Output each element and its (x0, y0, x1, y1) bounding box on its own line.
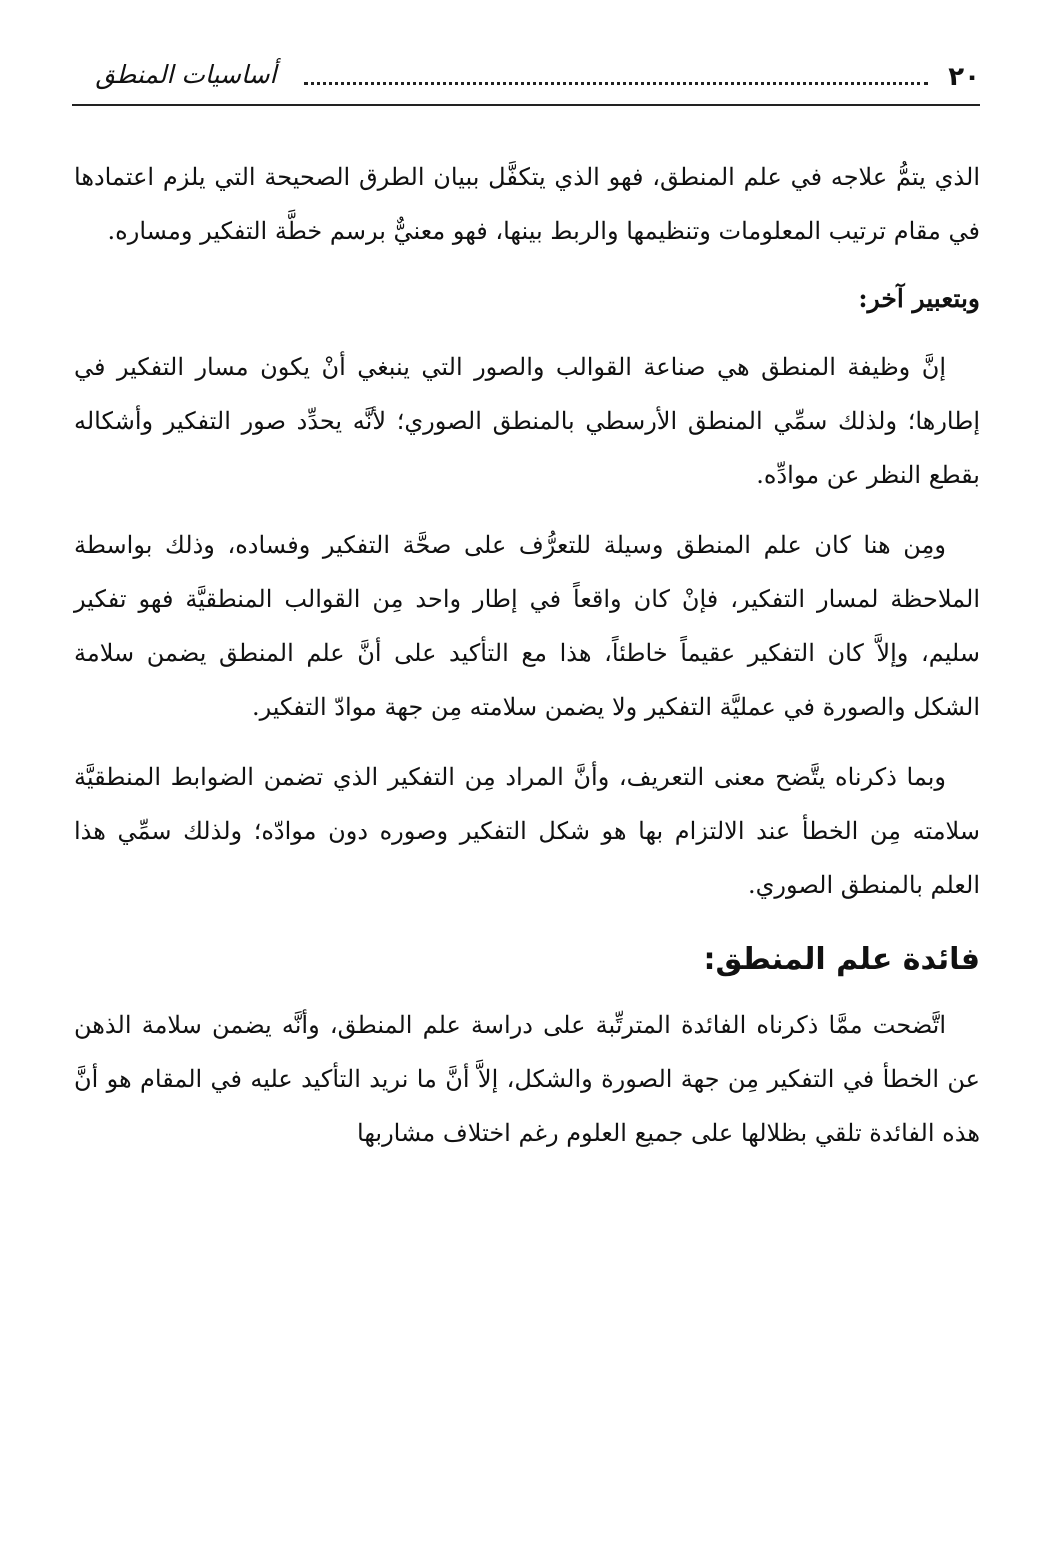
running-header (72, 52, 980, 108)
section-heading: فائدة علم المنطق: (703, 942, 980, 977)
page-number: ٢٠ (948, 62, 980, 92)
paragraph-continuation: الذي يتمُّ علاجه في علم المنطق، فهو الذي يتكفَّل ببيان الطرق الصحيحة التي يلزم اعتمادها في مقام ترتيب المعلومات وتنظيمها والربط بينها، فهو معنيٌّ برسم خطَّة التفكير ومساره. (74, 163, 980, 245)
subheading: وبتعبير آخر: (858, 284, 980, 313)
paragraph: ومِن هنا كان علم المنطق وسيلة للتعرُّف على صحَّة التفكير وفساده، وذلك بواسطة الملاحظة لمسار التفكير، فإنْ كان واقعاً في إطار واحد مِن القوالب المنطقيَّة فهو تفكير سليم، وإلاَّ كان التفكير عقيماً خاطئاً، هذا مع التأكيد على أنَّ علم المنطق يضمن سلامة الشكل والصورة في عمليَّة التفكير ولا يضمن سلامته مِن جهة موادّ التفكير. (74, 531, 980, 721)
paragraph: إنَّ وظيفة المنطق هي صناعة القوالب والصور التي ينبغي أنْ يكون مسار التفكير في إطارها؛ ولذلك سمِّي المنطق الأرسطي بالمنطق الصوري؛ لأنَّه يحدِّد صور التفكير وأشكاله بقطع النظر عن موادِّه. (74, 353, 980, 489)
page-body (74, 150, 980, 1160)
header-dot-leader (304, 82, 928, 85)
paragraph: اتَّضحت ممَّا ذكرناه الفائدة المترتِّبة على دراسة علم المنطق، وأنَّه يضمن سلامة الذهن عن الخطأ في التفكير مِن جهة الصورة والشكل، إلاَّ أنَّ ما نريد التأكيد عليه في المقام هو أنَّ هذه الفائدة تلقي بظلالها على جميع العلوم رغم اختلاف مشاربها (74, 1011, 980, 1147)
header-rule (72, 104, 980, 106)
book-title: أساسيات المنطق (95, 60, 277, 89)
paragraph: وبما ذكرناه يتَّضح معنى التعريف، وأنَّ المراد مِن التفكير الذي تضمن الضوابط المنطقيَّة سلامته مِن الخطأ عند الالتزام بها هو شكل التفكير وصوره دون موادّه؛ ولذلك سمِّي هذا العلم بالمنطق الصوري. (74, 763, 980, 899)
